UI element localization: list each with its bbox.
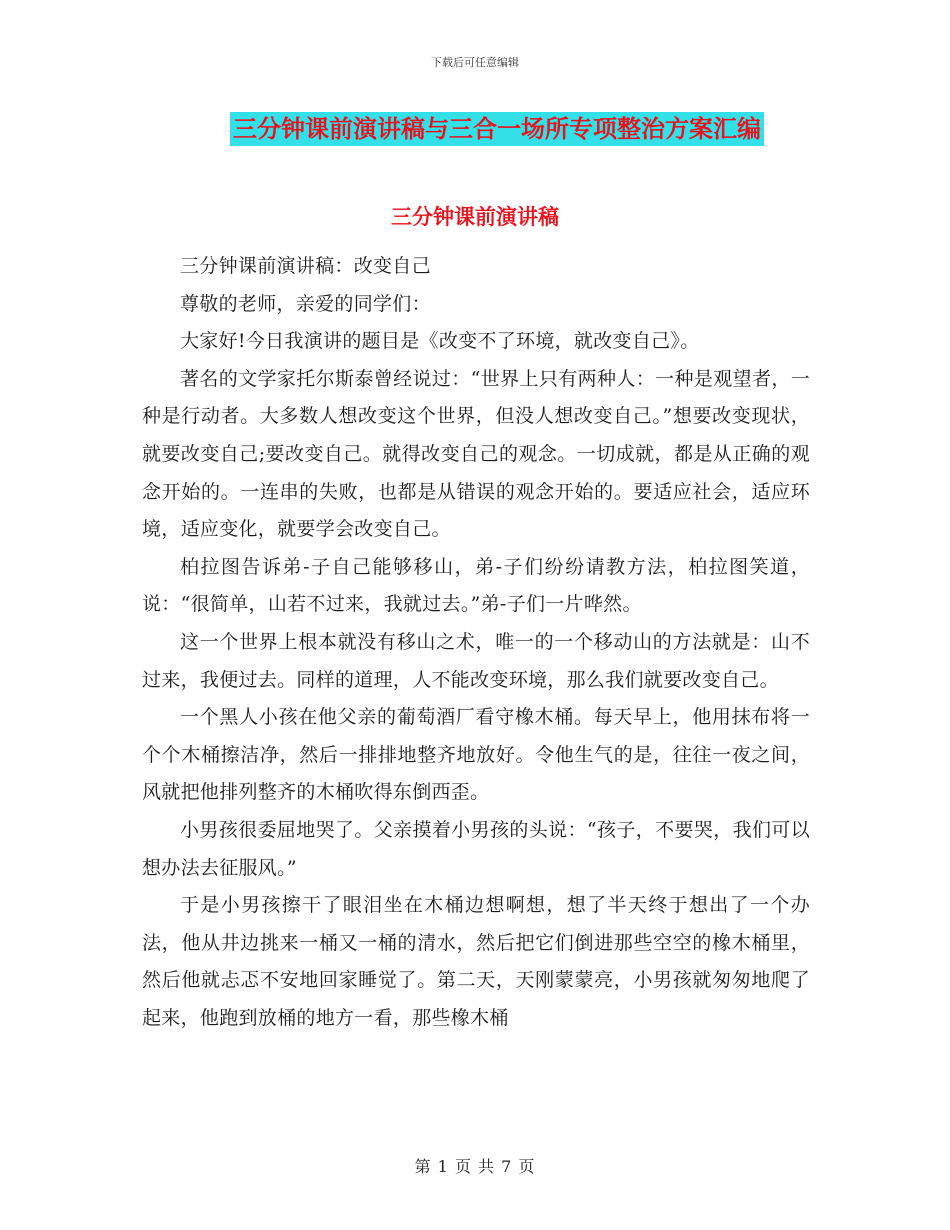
- paragraph: 大家好!今日我演讲的题目是《改变不了环境，就改变自己》。: [180, 330, 700, 353]
- paragraph: 于是小男孩擦干了眼泪坐在木桶边想啊想，想了半天终于想出了一个办法，他从井边挑来一桶又一桶的清水，然后把它们倒进那些空空的橡木桶里，然后他就忐忑不安地回家睡觉了。第二天，天刚蒙蒙亮，小男孩就匆匆地爬了起来，他跑到放桶的地方一看，那些橡木桶: [142, 894, 810, 1029]
- paragraph: 一个黑人小孩在他父亲的葡萄酒厂看守橡木桶。每天早上，他用抹布将一个个木桶擦洁净，然后一排排地整齐地放好。令他生气的是，往往一夜之间，风就把他排列整齐的木桶吹得东倒西歪。: [142, 706, 810, 804]
- paragraph: 小男孩很委屈地哭了。父亲摸着小男孩的头说：“孩子，不要哭，我们可以想办法去征服风。”: [142, 818, 810, 879]
- document-title: 三分钟课前演讲稿与三合一场所专项整治方案汇编: [230, 112, 764, 146]
- document-body: [142, 248, 810, 1037]
- page-number-footer: 第 1 页 共 7 页: [414, 1157, 536, 1176]
- document-title-container: [0, 112, 950, 146]
- paragraph: 尊敬的老师，亲爱的同学们：: [180, 292, 431, 315]
- paragraph: 著名的文学家托尔斯泰曾经说过：“世界上只有两种人：一种是观望者，一种是行动者。大多数人想改变这个世界，但没人想改变自己。”想要改变现状，就要改变自己;要改变自己。就得改变自己的观念。一切成就，都是从正确的观念开始的。一连串的失败，也都是从错误的观念开始的。要适应社会，适应环境，适应变化，就要学会改变自己。: [142, 367, 810, 541]
- paragraph: 这一个世界上根本就没有移山之术，唯一的一个移动山的方法就是：山不过来，我便过去。同样的道理，人不能改变环境，那么我们就要改变自己。: [142, 630, 810, 691]
- paragraph: 柏拉图告诉弟-子自己能够移山，弟-子们纷纷请教方法，柏拉图笑道，说：“很简单，山若不过来，我就过去。”弟-子们一片哗然。: [142, 555, 810, 616]
- header-note: 下载后可任意编辑: [431, 56, 519, 69]
- section-title: 三分钟课前演讲稿: [391, 205, 559, 229]
- paragraph: 三分钟课前演讲稿：改变自己: [180, 255, 431, 277]
